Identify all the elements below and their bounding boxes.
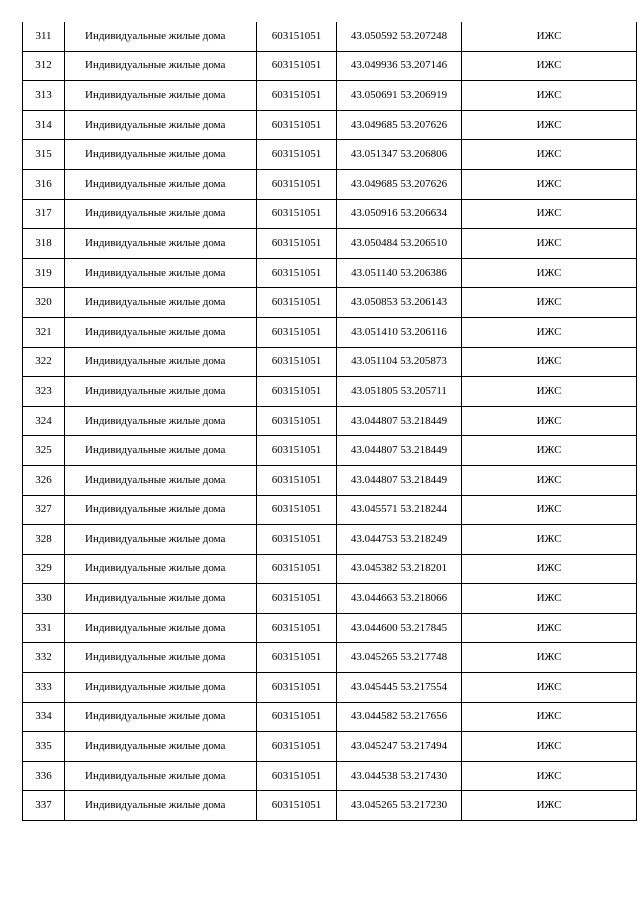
table-row [23,732,637,762]
row-number-cell: 328 [23,525,65,555]
object-name-cell: Индивидуальные жилые дома [65,199,257,229]
coordinates-cell: 43.044807 53.218449 [337,465,462,495]
object-type-cell: ИЖС [462,495,637,525]
coordinates-cell: 43.050484 53.206510 [337,229,462,259]
object-type-cell: ИЖС [462,643,637,673]
table-row [23,288,637,318]
object-type-cell: ИЖС [462,317,637,347]
coordinates-cell: 43.051104 53.205873 [337,347,462,377]
table-row [23,584,637,614]
object-name-cell: Индивидуальные жилые дома [65,169,257,199]
row-number-cell: 324 [23,406,65,436]
code-cell: 603151051 [257,377,337,407]
row-number-cell: 321 [23,317,65,347]
row-number-cell: 323 [23,377,65,407]
table-row [23,495,637,525]
object-type-cell: ИЖС [462,258,637,288]
code-cell: 603151051 [257,525,337,555]
coordinates-cell: 43.045445 53.217554 [337,673,462,703]
code-cell: 603151051 [257,81,337,111]
object-type-cell: ИЖС [462,288,637,318]
coordinates-cell: 43.044753 53.218249 [337,525,462,555]
object-type-cell: ИЖС [462,22,637,51]
row-number-cell: 330 [23,584,65,614]
object-type-cell: ИЖС [462,436,637,466]
object-type-cell: ИЖС [462,169,637,199]
coordinates-cell: 43.045382 53.218201 [337,554,462,584]
coordinates-cell: 43.044538 53.217430 [337,761,462,791]
coordinates-cell: 43.050853 53.206143 [337,288,462,318]
row-number-cell: 335 [23,732,65,762]
table-row [23,643,637,673]
object-type-cell: ИЖС [462,51,637,81]
object-type-cell: ИЖС [462,702,637,732]
table-row [23,761,637,791]
object-name-cell: Индивидуальные жилые дома [65,702,257,732]
object-type-cell: ИЖС [462,140,637,170]
row-number-cell: 312 [23,51,65,81]
code-cell: 603151051 [257,169,337,199]
coordinates-cell: 43.051410 53.206116 [337,317,462,347]
object-name-cell: Индивидуальные жилые дома [65,406,257,436]
object-type-cell: ИЖС [462,229,637,259]
object-name-cell: Индивидуальные жилые дома [65,554,257,584]
coordinates-cell: 43.049936 53.207146 [337,51,462,81]
object-type-cell: ИЖС [462,465,637,495]
object-type-cell: ИЖС [462,673,637,703]
table-row [23,613,637,643]
table-row [23,377,637,407]
code-cell: 603151051 [257,702,337,732]
coordinates-cell: 43.050691 53.206919 [337,81,462,111]
code-cell: 603151051 [257,258,337,288]
object-name-cell: Индивидуальные жилые дома [65,761,257,791]
object-type-cell: ИЖС [462,613,637,643]
coordinates-cell: 43.044663 53.218066 [337,584,462,614]
row-number-cell: 336 [23,761,65,791]
code-cell: 603151051 [257,199,337,229]
coordinates-cell: 43.051140 53.206386 [337,258,462,288]
object-name-cell: Индивидуальные жилые дома [65,229,257,259]
object-name-cell: Индивидуальные жилые дома [65,643,257,673]
object-name-cell: Индивидуальные жилые дома [65,258,257,288]
object-type-cell: ИЖС [462,347,637,377]
coordinates-cell: 43.044807 53.218449 [337,406,462,436]
object-name-cell: Индивидуальные жилые дома [65,22,257,51]
object-type-cell: ИЖС [462,110,637,140]
row-number-cell: 334 [23,702,65,732]
table-row [23,199,637,229]
table-row [23,702,637,732]
coordinates-cell: 43.049685 53.207626 [337,169,462,199]
registry-table-body [23,22,637,821]
table-row [23,51,637,81]
row-number-cell: 333 [23,673,65,703]
code-cell: 603151051 [257,229,337,259]
coordinates-cell: 43.045265 53.217748 [337,643,462,673]
code-cell: 603151051 [257,791,337,821]
table-row [23,258,637,288]
object-name-cell: Индивидуальные жилые дома [65,465,257,495]
object-type-cell: ИЖС [462,81,637,111]
row-number-cell: 327 [23,495,65,525]
object-type-cell: ИЖС [462,791,637,821]
table-row [23,22,637,51]
code-cell: 603151051 [257,761,337,791]
row-number-cell: 313 [23,81,65,111]
table-row [23,169,637,199]
object-name-cell: Индивидуальные жилые дома [65,436,257,466]
object-type-cell: ИЖС [462,406,637,436]
code-cell: 603151051 [257,140,337,170]
code-cell: 603151051 [257,584,337,614]
row-number-cell: 326 [23,465,65,495]
code-cell: 603151051 [257,613,337,643]
object-name-cell: Индивидуальные жилые дома [65,81,257,111]
coordinates-cell: 43.045265 53.217230 [337,791,462,821]
code-cell: 603151051 [257,406,337,436]
object-type-cell: ИЖС [462,761,637,791]
code-cell: 603151051 [257,22,337,51]
object-name-cell: Индивидуальные жилые дома [65,732,257,762]
table-row [23,554,637,584]
code-cell: 603151051 [257,673,337,703]
table-row [23,229,637,259]
code-cell: 603151051 [257,554,337,584]
code-cell: 603151051 [257,317,337,347]
row-number-cell: 319 [23,258,65,288]
coordinates-cell: 43.050592 53.207248 [337,22,462,51]
object-name-cell: Индивидуальные жилые дома [65,584,257,614]
coordinates-cell: 43.050916 53.206634 [337,199,462,229]
object-name-cell: Индивидуальные жилые дома [65,673,257,703]
coordinates-cell: 43.045247 53.217494 [337,732,462,762]
row-number-cell: 316 [23,169,65,199]
object-name-cell: Индивидуальные жилые дома [65,288,257,318]
code-cell: 603151051 [257,436,337,466]
object-name-cell: Индивидуальные жилые дома [65,347,257,377]
row-number-cell: 331 [23,613,65,643]
code-cell: 603151051 [257,465,337,495]
row-number-cell: 314 [23,110,65,140]
row-number-cell: 325 [23,436,65,466]
row-number-cell: 315 [23,140,65,170]
registry-table [22,22,637,821]
row-number-cell: 311 [23,22,65,51]
table-row [23,110,637,140]
row-number-cell: 337 [23,791,65,821]
object-name-cell: Индивидуальные жилые дома [65,495,257,525]
object-type-cell: ИЖС [462,732,637,762]
code-cell: 603151051 [257,51,337,81]
code-cell: 603151051 [257,347,337,377]
coordinates-cell: 43.051347 53.206806 [337,140,462,170]
object-name-cell: Индивидуальные жилые дома [65,317,257,347]
table-row [23,317,637,347]
object-type-cell: ИЖС [462,525,637,555]
table-row [23,140,637,170]
code-cell: 603151051 [257,110,337,140]
table-row [23,465,637,495]
coordinates-cell: 43.045571 53.218244 [337,495,462,525]
object-name-cell: Индивидуальные жилые дома [65,525,257,555]
table-row [23,81,637,111]
object-name-cell: Индивидуальные жилые дома [65,377,257,407]
row-number-cell: 322 [23,347,65,377]
coordinates-cell: 43.051805 53.205711 [337,377,462,407]
table-row [23,673,637,703]
row-number-cell: 317 [23,199,65,229]
code-cell: 603151051 [257,495,337,525]
object-type-cell: ИЖС [462,584,637,614]
table-row [23,436,637,466]
object-name-cell: Индивидуальные жилые дома [65,110,257,140]
object-type-cell: ИЖС [462,377,637,407]
object-name-cell: Индивидуальные жилые дома [65,140,257,170]
row-number-cell: 329 [23,554,65,584]
object-type-cell: ИЖС [462,199,637,229]
code-cell: 603151051 [257,643,337,673]
table-row [23,347,637,377]
row-number-cell: 318 [23,229,65,259]
coordinates-cell: 43.044600 53.217845 [337,613,462,643]
object-name-cell: Индивидуальные жилые дома [65,613,257,643]
code-cell: 603151051 [257,288,337,318]
row-number-cell: 332 [23,643,65,673]
table-row [23,791,637,821]
object-type-cell: ИЖС [462,554,637,584]
table-row [23,406,637,436]
code-cell: 603151051 [257,732,337,762]
coordinates-cell: 43.049685 53.207626 [337,110,462,140]
coordinates-cell: 43.044582 53.217656 [337,702,462,732]
object-name-cell: Индивидуальные жилые дома [65,791,257,821]
coordinates-cell: 43.044807 53.218449 [337,436,462,466]
row-number-cell: 320 [23,288,65,318]
object-name-cell: Индивидуальные жилые дома [65,51,257,81]
table-row [23,525,637,555]
